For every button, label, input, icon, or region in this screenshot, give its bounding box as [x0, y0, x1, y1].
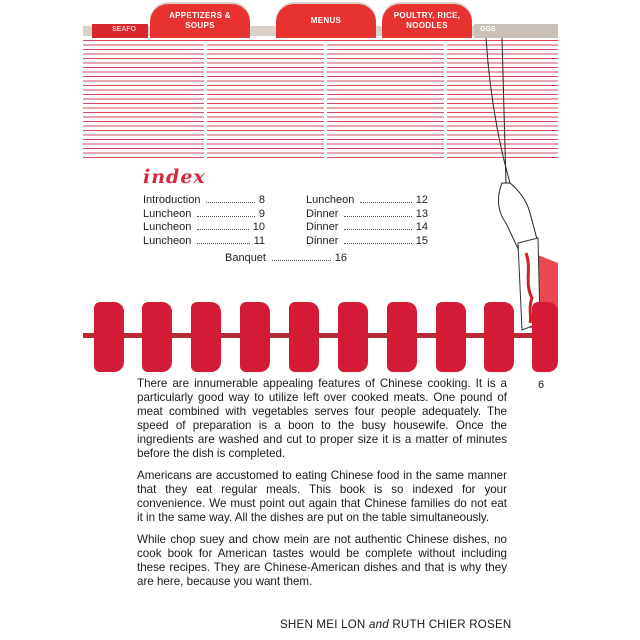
index-column-left [143, 194, 265, 248]
index-column-right [306, 194, 428, 248]
entry-page: 11 [253, 234, 265, 247]
tab-label: POULTRY, RICE, NOODLES [393, 11, 461, 30]
spiral-binding-loop [191, 302, 221, 372]
entry-page: 14 [415, 221, 428, 233]
conjunction: and [368, 618, 389, 631]
leader-dots [272, 260, 331, 261]
entry-label: Luncheon [143, 221, 192, 233]
tab-appetizers-soups[interactable] [150, 4, 250, 38]
entry-label: Dinner [306, 221, 339, 233]
leader-dots [344, 216, 411, 217]
paragraph: While chop suey and chow mein are not authentic Chinese dishes, no cook book for American tastes would be complete without including these recipes. They are Chinese-American dishes and that is why they are here, because you want them. [137, 533, 507, 588]
author-name: RUTH CHIER ROSEN [392, 618, 512, 631]
paragraph: There are innumerable appealing features of Chinese cooking. It is a particularly good way to utilize left over cooked meats. One pound of meat combined with vegetables serves four people adequately. The speed of preparation is a boon to the busy housewife. Once the ingredients are washed and cut to proper size it is a matter of minutes before the dish is completed. [137, 377, 507, 460]
body-text [137, 377, 507, 597]
entry-label: Luncheon [143, 234, 192, 247]
spiral-binding-loop [338, 302, 368, 372]
tab-label: SEAFO [112, 26, 137, 33]
hand-pulling-cord-illustration [480, 38, 560, 338]
entry-page: 10 [252, 221, 265, 233]
entry-page: 9 [258, 207, 265, 220]
index-column-center [225, 252, 347, 266]
tab-label: APPETIZERS & SOUPS [169, 11, 231, 30]
index-entry[interactable] [225, 252, 347, 266]
index-entry[interactable] [306, 208, 428, 222]
spiral-binding-loop [532, 302, 558, 372]
index-entry[interactable] [306, 194, 428, 208]
entry-label: Dinner [306, 207, 339, 220]
spiral-binding-loop [94, 302, 124, 372]
tab-label: GGS [480, 26, 496, 33]
entry-page: 13 [415, 207, 428, 220]
leader-dots [344, 243, 411, 244]
leader-dots [197, 216, 255, 217]
index-entry[interactable] [143, 208, 265, 222]
entry-page: 16 [334, 252, 347, 264]
entry-page: 15 [415, 234, 428, 247]
index-entry[interactable] [143, 235, 265, 249]
index-entry[interactable] [143, 194, 265, 208]
author-name: SHEN MEI LON [280, 618, 366, 631]
entry-label: Introduction [143, 194, 201, 206]
index-title: index [143, 166, 206, 188]
tab-eggs-partial[interactable] [474, 24, 558, 38]
leader-dots [197, 229, 248, 230]
entry-page: 12 [415, 194, 428, 206]
page-number: 6 [538, 379, 545, 391]
spiral-binding-loop [142, 302, 172, 372]
entry-label: Dinner [306, 234, 339, 247]
spiral-binding-loop [240, 302, 270, 372]
index-entry[interactable] [143, 221, 265, 235]
authors-signature [280, 618, 511, 632]
entry-label: Luncheon [143, 207, 192, 220]
leader-dots [206, 202, 254, 203]
index-entry[interactable] [306, 235, 428, 249]
entry-label: Luncheon [306, 194, 355, 206]
leader-dots [197, 243, 249, 244]
spiral-binding-loop [436, 302, 466, 372]
spiral-binding-loop [289, 302, 319, 372]
tab-seafood-partial[interactable] [92, 24, 148, 38]
tab-menus[interactable] [276, 4, 376, 38]
spiral-binding-loop [387, 302, 417, 372]
index-entry[interactable] [306, 221, 428, 235]
tab-poultry-rice-noodles[interactable] [382, 4, 472, 38]
leader-dots [344, 229, 411, 230]
leader-dots [360, 202, 411, 203]
paragraph: Americans are accustomed to eating Chinese food in the same manner that they eat regular meals. This book is so indexed for your convenience. We must point out again that Chinese families do not eat it in the same way. All the dishes are put on the table simultaneously. [137, 469, 507, 524]
tab-label: MENUS [310, 16, 342, 25]
entry-label: Banquet [225, 252, 266, 264]
entry-page: 8 [258, 194, 265, 206]
spiral-binding-loop [484, 302, 514, 372]
